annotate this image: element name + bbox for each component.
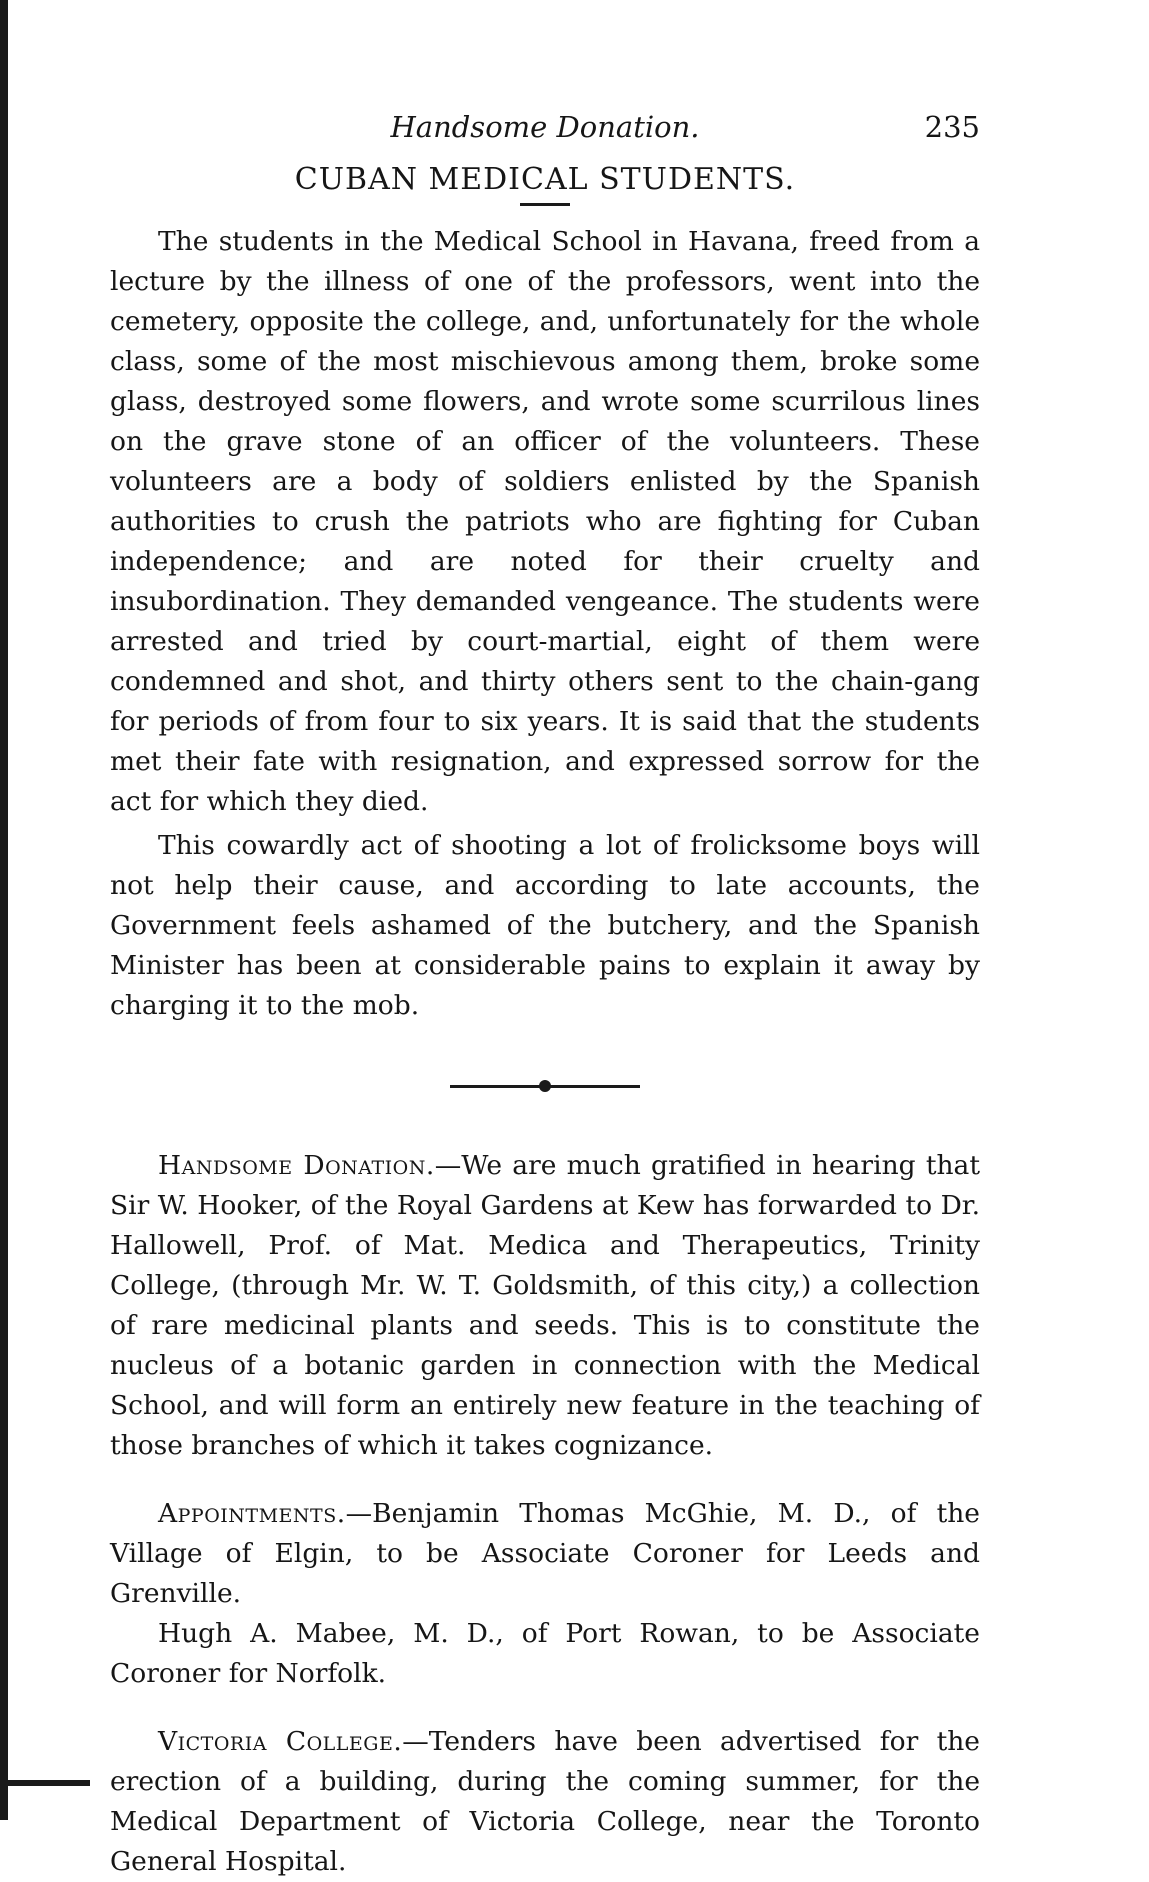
appointments-second-paragraph: Hugh A. Mabee, M. D., of Port Rowan, to be Associate Coroner for Norfolk. (110, 1618, 980, 1689)
running-head (110, 110, 980, 160)
running-title: Handsome Donation. (390, 110, 700, 144)
victoria-lead: Victoria College. (158, 1726, 403, 1757)
donation-text: —We are much gratified in hearing that Sir W. Hooker, of the Royal Gardens at Kew has forwarded to Dr. Hallowell, Prof. of Mat. Medica and Therapeutics, Trinity College, (through Mr. W. T. Goldsmith, of this city,) a collection of rare medicinal plants and seeds. This is to constitute the nucleus of a botanic garden in connection with the Medical School, and will form an entirely new feature in the teaching of those branches of which it takes cognizance. (110, 1150, 980, 1461)
victoria-college-paragraph (110, 1722, 980, 1882)
appointments-text: —Benjamin Thomas McGhie, M. D., of the Village of Elgin, to be Associate Coroner for Leeds and Grenville. (110, 1498, 980, 1609)
donation-lead: Handsome Donation. (158, 1150, 435, 1181)
section-title-cuban-medical-students: CUBAN MEDICAL STUDENTS. (294, 162, 796, 197)
binding-edge-foot (0, 1780, 90, 1786)
binding-edge (0, 0, 8, 1820)
victoria-text: —Tenders have been advertised for the erection of a building, during the coming summer, for the Medical Department of Victoria College, near the Toronto General Hospital. (110, 1726, 980, 1877)
section-divider-ornament (450, 1076, 640, 1096)
donation-paragraph (110, 1146, 980, 1466)
cuban-paragraph-2: This cowardly act of shooting a lot of frolicksome boys will not help their cause, and according to late accounts, the Government feels ashamed of the butchery, and the Spanish Minister has been at considerable pains to explain it away by charging it to the mob. (110, 830, 980, 1021)
cuban-paragraph-1: The students in the Medical School in Havana, freed from a lecture by the illness of one of the professors, went into the cemetery, opposite the college, and, unfortunately for the whole class, some of the most mischievous among them, broke some glass, destroyed some flowers, and wrote some scurrilous lines on the grave stone of an officer of the volunteers. These volunteers are a body of soldiers enlisted by the Spanish authorities to crush the patriots who are fighting for Cuban independence; and are noted for their cruelty and insubordination. They demanded vengeance. The students were arrested and tried by court-martial, eight of them were condemned and shot, and thirty others sent to the chain-gang for periods of from four to six years. It is said that the students met their fate with resignation, and expressed sorrow for the act for which they died. (110, 226, 980, 817)
title-rule (520, 203, 570, 206)
appointments-paragraph (110, 1494, 980, 1614)
appointments-lead: Appointments. (158, 1498, 346, 1529)
page-content (110, 110, 980, 1882)
page-number: 235 (924, 110, 980, 144)
